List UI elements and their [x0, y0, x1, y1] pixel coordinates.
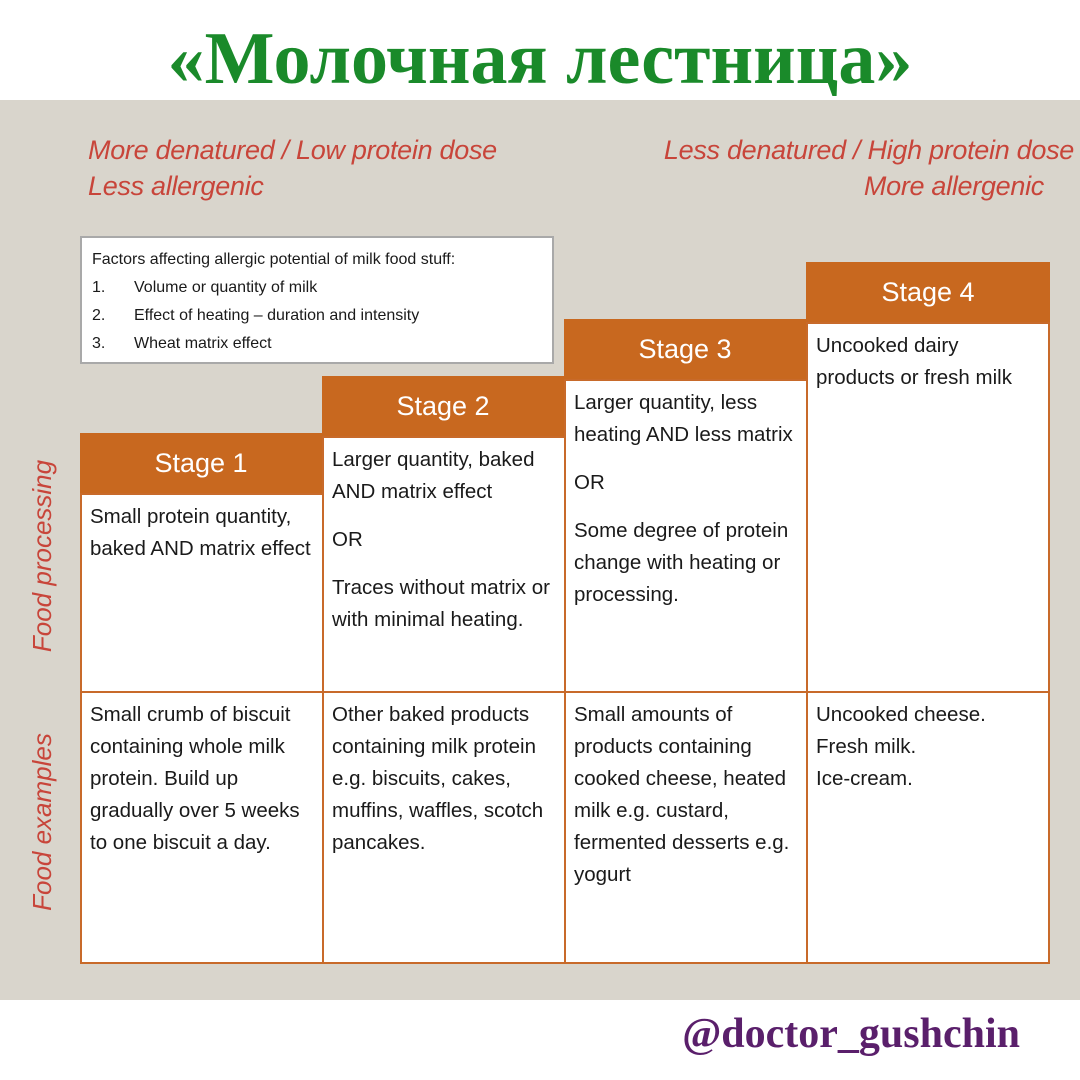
stage-4-examples-cell [806, 691, 1050, 964]
cell-text: Small crumb of biscuit containing whole milk protein. Build up gradually over 5 weeks to one biscuit a day. [90, 703, 300, 854]
cell-text: Larger quantity, less heating AND less matrix [574, 391, 793, 446]
hint-right-line-1: Less denatured / High protein dose [663, 135, 1074, 165]
stage-4-processing-cell [806, 322, 1050, 693]
stage-1-examples-cell [80, 691, 324, 964]
hint-left [88, 132, 497, 204]
stage-3-examples-cell [564, 691, 808, 964]
factors-box [80, 236, 554, 364]
stage-4-header: Stage 4 [806, 262, 1050, 322]
factor-item [92, 330, 542, 358]
cell-text: Small protein quantity, baked AND matrix effect [90, 505, 311, 560]
author-handle: @doctor_gushchin [682, 1011, 1020, 1057]
stage-3-processing-cell [564, 379, 808, 693]
hint-left-line-1: More denatured / Low protein dose [88, 135, 497, 165]
factor-number: 3. [92, 335, 106, 352]
cell-text: Traces without matrix or with minimal heating. [332, 576, 550, 631]
stage-1-processing-cell [80, 493, 324, 693]
side-label-examples: Food examples [27, 733, 57, 911]
factor-item [92, 302, 542, 330]
factor-number: 2. [92, 307, 106, 324]
cell-text: Uncooked dairy products or fresh milk [816, 334, 1012, 389]
hint-left-line-2: Less allergenic [88, 171, 264, 201]
stage-2-processing-cell [322, 436, 566, 693]
factor-text: Effect of heating – duration and intensity [134, 307, 420, 324]
page-title: «Молочная лестница» [167, 18, 913, 100]
cell-text: Fresh milk. [816, 735, 917, 758]
cell-text: Larger quantity, baked AND matrix effect [332, 448, 535, 503]
stage-1-header: Stage 1 [80, 433, 322, 493]
cell-text: Other baked products containing milk protein e.g. biscuits, cakes, muffins, waffles, scotch pancakes. [332, 703, 544, 854]
factor-number: 1. [92, 279, 106, 296]
factors-title: Factors affecting allergic potential of milk food stuff: [92, 251, 456, 268]
cell-text: OR [574, 471, 605, 494]
cell-text: Small amounts of products containing cooked cheese, heated milk e.g. custard, fermented desserts e.g. yogurt [574, 703, 790, 886]
hint-right [664, 132, 1074, 204]
stage-2-examples-cell [322, 691, 566, 964]
side-label-processing: Food processing [27, 459, 57, 653]
factor-text: Volume or quantity of milk [134, 279, 318, 296]
cell-text: Some degree of protein change with heating or processing. [574, 519, 789, 606]
cell-text: Ice-cream. [816, 767, 913, 790]
stage-3-header: Stage 3 [564, 319, 806, 379]
factor-text: Wheat matrix effect [134, 335, 272, 352]
cell-text: OR [332, 528, 363, 551]
stage-2-header: Stage 2 [322, 376, 564, 436]
factor-item [92, 274, 542, 302]
hint-right-line-2: More allergenic [863, 171, 1044, 201]
cell-text: Uncooked cheese. [816, 703, 986, 726]
